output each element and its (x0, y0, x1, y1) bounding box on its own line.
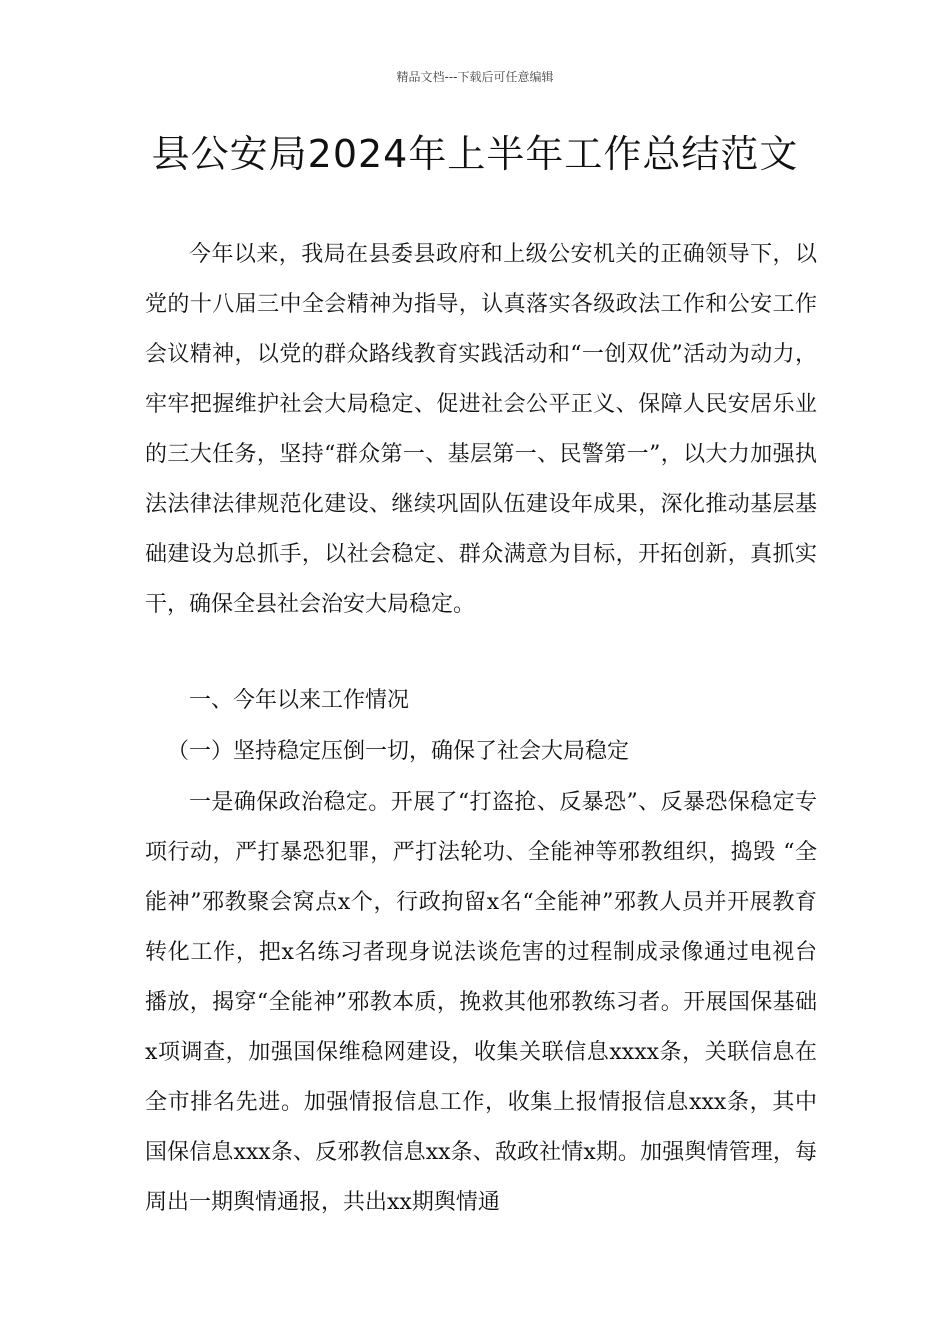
section-subheading: （一）坚持稳定压倒一切，确保了社会大局稳定 (167, 739, 630, 764)
header-note: 精品文档---下载后可任意编辑 (396, 70, 554, 84)
intro-paragraph: 今年以来，我局在县委县政府和上级公安机关的正确领导下，以党的十八届三中全会精神为指导，认真落实各级政法工作和公安工作会议精神，以党的群众路线教育实践活动和“一创双优”活动为动力，牢牢把握维护社会大局稳定、促进社会公平正义、保障人民安居乐业的三大任务，坚持“群众第一、基层第一、民警第一”，以大力加强执法法律法律规范化建设、继续巩固队伍建设年成果，深化推动基层基础建设为总抓手，以社会稳定、群众满意为目标，开拓创新，真抓实干，确保全县社会治安大局稳定。 (145, 242, 817, 617)
section-one (145, 676, 817, 1228)
section-heading: 一、今年以来工作情况 (189, 688, 410, 713)
document-title: 县公安局2024年上半年工作总结范文 (151, 132, 799, 176)
section-paragraph: 一是确保政治稳定。开展了“打盗抢、反暴恐”、反暴恐保稳定专项行动，严打暴恐犯罪，严打法轮功、全能神等邪教组织，捣毁 “全能神”邪教聚会窝点x个，行政拘留x名“全能神”邪教人员并开展教育转化工作，把x名练习者现身说法谈危害的过程制成录像通过电视台播放，揭穿“全能神”邪教本质，挽救其他邪教练习者。开展国保基础x项调查，加强国保维稳网建设，收集关联信息xxxx条，关联信息在全市排名先进。加强情报信息工作，收集上报情报信息xxx条，其中国保信息xxx条、反邪教信息xx条、敌政社情x期。加强舆情管理，每周出一期舆情通报，共出xx期舆情通 (145, 790, 817, 1215)
intro-section (145, 230, 817, 630)
